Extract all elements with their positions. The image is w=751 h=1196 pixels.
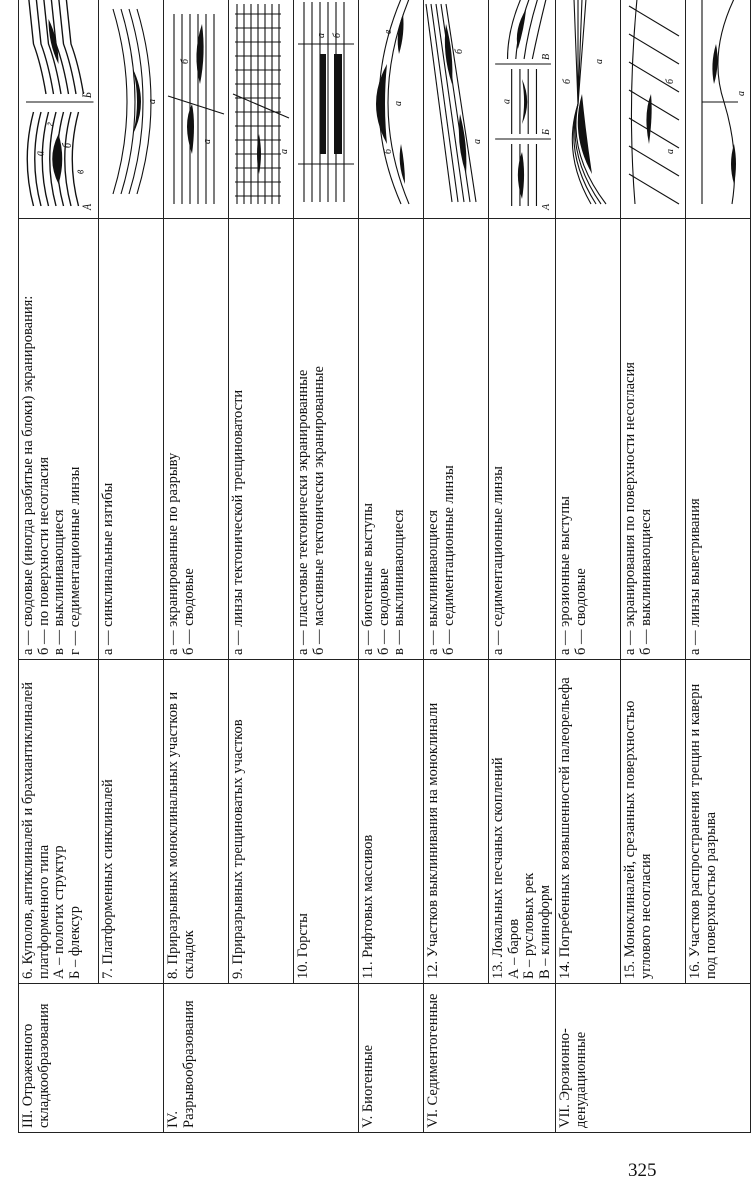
trap-elements-cell <box>621 219 686 660</box>
trap-cross-section-figure <box>558 0 618 214</box>
figure-line <box>35 112 41 206</box>
figure-line <box>631 0 637 204</box>
trap-subtype-line: Б – русловых рек <box>521 872 537 979</box>
trap-figure-cell <box>99 0 164 219</box>
figure-label-b-cap: Б <box>81 92 95 98</box>
trap-cross-section-figure <box>231 0 291 214</box>
figure-label: а <box>393 101 404 106</box>
figure-line <box>72 112 78 206</box>
trap-type-title: 8. Приразрывных моноклинальных участков и складок <box>165 691 197 979</box>
table-row <box>424 0 489 1133</box>
figure-label-a-cap: А <box>540 203 552 210</box>
table-row <box>359 0 424 1133</box>
trap-type-title: 16. Участков распространения трещин и каверн под поверхностью разрыва <box>687 683 719 979</box>
trap-elements-cell <box>424 219 489 660</box>
figure-label: б <box>562 78 573 84</box>
trap-figure-cell <box>424 0 489 219</box>
trap-figure-cell <box>621 0 686 219</box>
trap-type-cell <box>489 660 556 984</box>
figure-label: а <box>665 149 676 154</box>
figure-body <box>398 14 404 54</box>
trap-type-title: 13. Локальных песчаных скоплений <box>490 757 506 979</box>
figure-body <box>52 134 62 184</box>
trap-group-cell <box>556 984 751 1133</box>
trap-type-title: 10. Горсты <box>295 913 311 979</box>
trap-group-cell <box>424 984 556 1133</box>
trap-cross-section-figure <box>688 0 748 214</box>
trap-type-cell <box>19 660 99 984</box>
figure-label: а <box>202 139 213 144</box>
figure-label: а <box>33 151 47 156</box>
trap-subtype-line: Б – флексур <box>66 906 83 979</box>
figure-body <box>518 152 524 199</box>
figure-label: а <box>279 149 290 154</box>
trap-element-line: а — экранированные по разрыву <box>165 452 181 655</box>
trap-element-line: а — выклинивающиеся <box>425 509 441 655</box>
figure-body <box>712 44 717 84</box>
trap-group-label: IV. Разрывообразования <box>165 1000 197 1128</box>
figure-label-v-cap: В <box>540 53 552 60</box>
trap-type-title: 14. Погребенных возвышенностей палеорельефа <box>557 677 573 979</box>
table-row <box>99 0 164 1133</box>
figure-line <box>168 96 224 114</box>
figure-label: б <box>61 142 75 148</box>
table-row <box>229 0 294 1133</box>
figure-label: а <box>594 59 605 64</box>
trap-type-cell <box>294 660 359 984</box>
trap-figure-cell <box>229 0 294 219</box>
table-row <box>621 0 686 1133</box>
trap-group-label: VII. Эрозионно-денудационные <box>557 1028 589 1128</box>
trap-type-title: 9. Приразрывных трещиноватых участков <box>230 719 246 979</box>
trap-element-line: а — биогенные выступы <box>360 502 376 655</box>
trap-type-title: 15. Моноклиналей, срезанных поверхностью углового несогласия <box>622 700 654 979</box>
figure-body <box>187 104 194 154</box>
figure-label: б <box>332 32 343 38</box>
table-row <box>19 0 99 1133</box>
trap-element-line: а — сводовые (иногда разбитые на блоки) экранирования: <box>20 295 36 655</box>
trap-classification-table <box>18 0 751 1133</box>
trap-group-label: VI. Седиментогенные <box>425 993 441 1128</box>
figure-line <box>431 4 458 202</box>
figure-line <box>121 9 135 194</box>
figure-label: б <box>180 58 191 64</box>
figure-body <box>517 9 526 49</box>
figure-line <box>629 62 679 92</box>
figure-label: а <box>736 91 747 96</box>
figure-body <box>522 79 527 124</box>
trap-figure-cell <box>489 0 556 219</box>
trap-group-cell <box>19 984 164 1133</box>
trap-type-cell <box>621 660 686 984</box>
trap-element-line: в — выклинивающиеся <box>391 509 407 655</box>
trap-figure-cell <box>19 0 99 219</box>
trap-cross-section-figure <box>21 0 96 214</box>
trap-elements-cell <box>489 219 556 660</box>
trap-cross-section-figure <box>426 0 486 214</box>
figure-line <box>575 0 601 204</box>
figure-label: в <box>73 169 87 174</box>
table-row <box>686 0 751 1133</box>
trap-group-cell <box>164 984 359 1133</box>
figure-label: а <box>472 139 483 144</box>
table-row <box>164 0 229 1133</box>
figure-label: б <box>383 148 394 154</box>
trap-element-line: а — линзы тектонической трещиноватости <box>230 389 246 655</box>
figure-line <box>66 0 84 94</box>
trap-cross-section-figure <box>361 0 421 214</box>
trap-elements-cell <box>686 219 751 660</box>
trap-elements-cell <box>229 219 294 660</box>
figure-line <box>65 112 71 206</box>
trap-element-line: г — седиментационные линзы <box>66 466 83 655</box>
trap-cross-section-figure <box>101 0 161 214</box>
trap-figure-cell <box>164 0 229 219</box>
trap-group-cell <box>359 984 424 1133</box>
trap-type-cell <box>229 660 294 984</box>
figure-label: б <box>454 48 465 54</box>
figure-line <box>113 9 127 194</box>
trap-elements-cell <box>19 219 99 660</box>
trap-elements-cell <box>294 219 359 660</box>
figure-line <box>629 118 679 148</box>
trap-subtype-line: В – клиноформ <box>536 884 553 979</box>
trap-elements-cell <box>99 219 164 660</box>
trap-elements-cell <box>164 219 229 660</box>
trap-type-cell <box>424 660 489 984</box>
trap-elements-cell <box>556 219 621 660</box>
figure-label: в <box>383 29 394 34</box>
figure-body <box>459 114 467 174</box>
trap-group-label: III. Отраженного складкообразования <box>20 1003 52 1128</box>
trap-figure-cell <box>686 0 751 219</box>
trap-type-title: 11. Рифтовых массивов <box>360 834 376 979</box>
figure-line <box>629 34 679 64</box>
figure-label: г <box>43 122 57 126</box>
trap-type-cell <box>686 660 751 984</box>
trap-cross-section-figure <box>296 0 356 214</box>
trap-type-title: 12. Участков выклинивания на моноклинали <box>425 702 441 979</box>
figure-body <box>320 54 326 154</box>
trap-cross-section-figure <box>491 0 553 214</box>
figure-label-a-cap: А <box>81 203 95 210</box>
trap-cross-section-figure <box>166 0 226 214</box>
trap-element-line: б — седиментационные линзы <box>440 465 457 655</box>
trap-element-line: б — сводовые <box>180 568 197 655</box>
figure-line <box>629 174 679 204</box>
trap-element-line: а — линзы выветривания <box>687 498 703 655</box>
figure-label: б <box>665 78 676 84</box>
trap-figure-cell <box>294 0 359 219</box>
figure-body <box>400 144 405 184</box>
trap-element-line: а — седиментационные линзы <box>490 466 506 655</box>
figure-label: а <box>501 99 513 104</box>
trap-figure-cell <box>556 0 621 219</box>
figure-line <box>42 112 48 206</box>
trap-type-cell <box>556 660 621 984</box>
figure-line <box>27 112 33 206</box>
trap-figure-cell <box>359 0 424 219</box>
trap-element-line: б — выклинивающиеся <box>637 508 654 655</box>
page-number: 325 <box>628 1160 657 1181</box>
trap-subtype-line: А – баров <box>505 918 522 979</box>
table-row <box>294 0 359 1133</box>
trap-element-line: б — по поверхности несогласия <box>35 457 52 655</box>
trap-elements-cell <box>359 219 424 660</box>
trap-element-line: в — выклинивающиеся <box>51 509 67 655</box>
trap-element-line: б — массивные тектонически экранированные <box>310 366 327 655</box>
figure-label: а <box>316 33 327 38</box>
trap-cross-section-figure <box>623 0 683 214</box>
trap-element-line: а — эрозионные выступы <box>557 496 573 655</box>
figure-body <box>376 64 387 144</box>
trap-element-line: б — сводовые <box>375 568 392 655</box>
figure-body <box>334 54 342 154</box>
trap-type-title: 6. Куполов, антиклиналей и брахиантиклиналей платформенного типа <box>20 682 52 979</box>
trap-element-line: б — сводовые <box>572 568 589 655</box>
trap-element-line: а — экранирования по поверхности несогласия <box>622 362 638 655</box>
trap-type-cell <box>99 660 164 984</box>
figure-label: а <box>147 99 158 104</box>
trap-type-cell <box>359 660 424 984</box>
trap-type-title: 7. Платформенных синклиналей <box>100 779 116 979</box>
trap-subtype-line: А – пологих структур <box>51 845 67 979</box>
trap-element-line: а — пластовые тектонически экранированные <box>295 369 311 655</box>
figure-line <box>574 0 606 204</box>
trap-element-line: а — синклинальные изгибы <box>100 482 116 655</box>
figure-body <box>731 144 736 184</box>
table-row <box>489 0 556 1133</box>
table-row <box>556 0 621 1133</box>
trap-group-label: V. Биогенные <box>360 1044 376 1128</box>
figure-label-b-cap: Б <box>540 129 552 135</box>
trap-type-cell <box>164 660 229 984</box>
figure-line <box>629 90 679 120</box>
rotated-table-container <box>18 21 747 1133</box>
